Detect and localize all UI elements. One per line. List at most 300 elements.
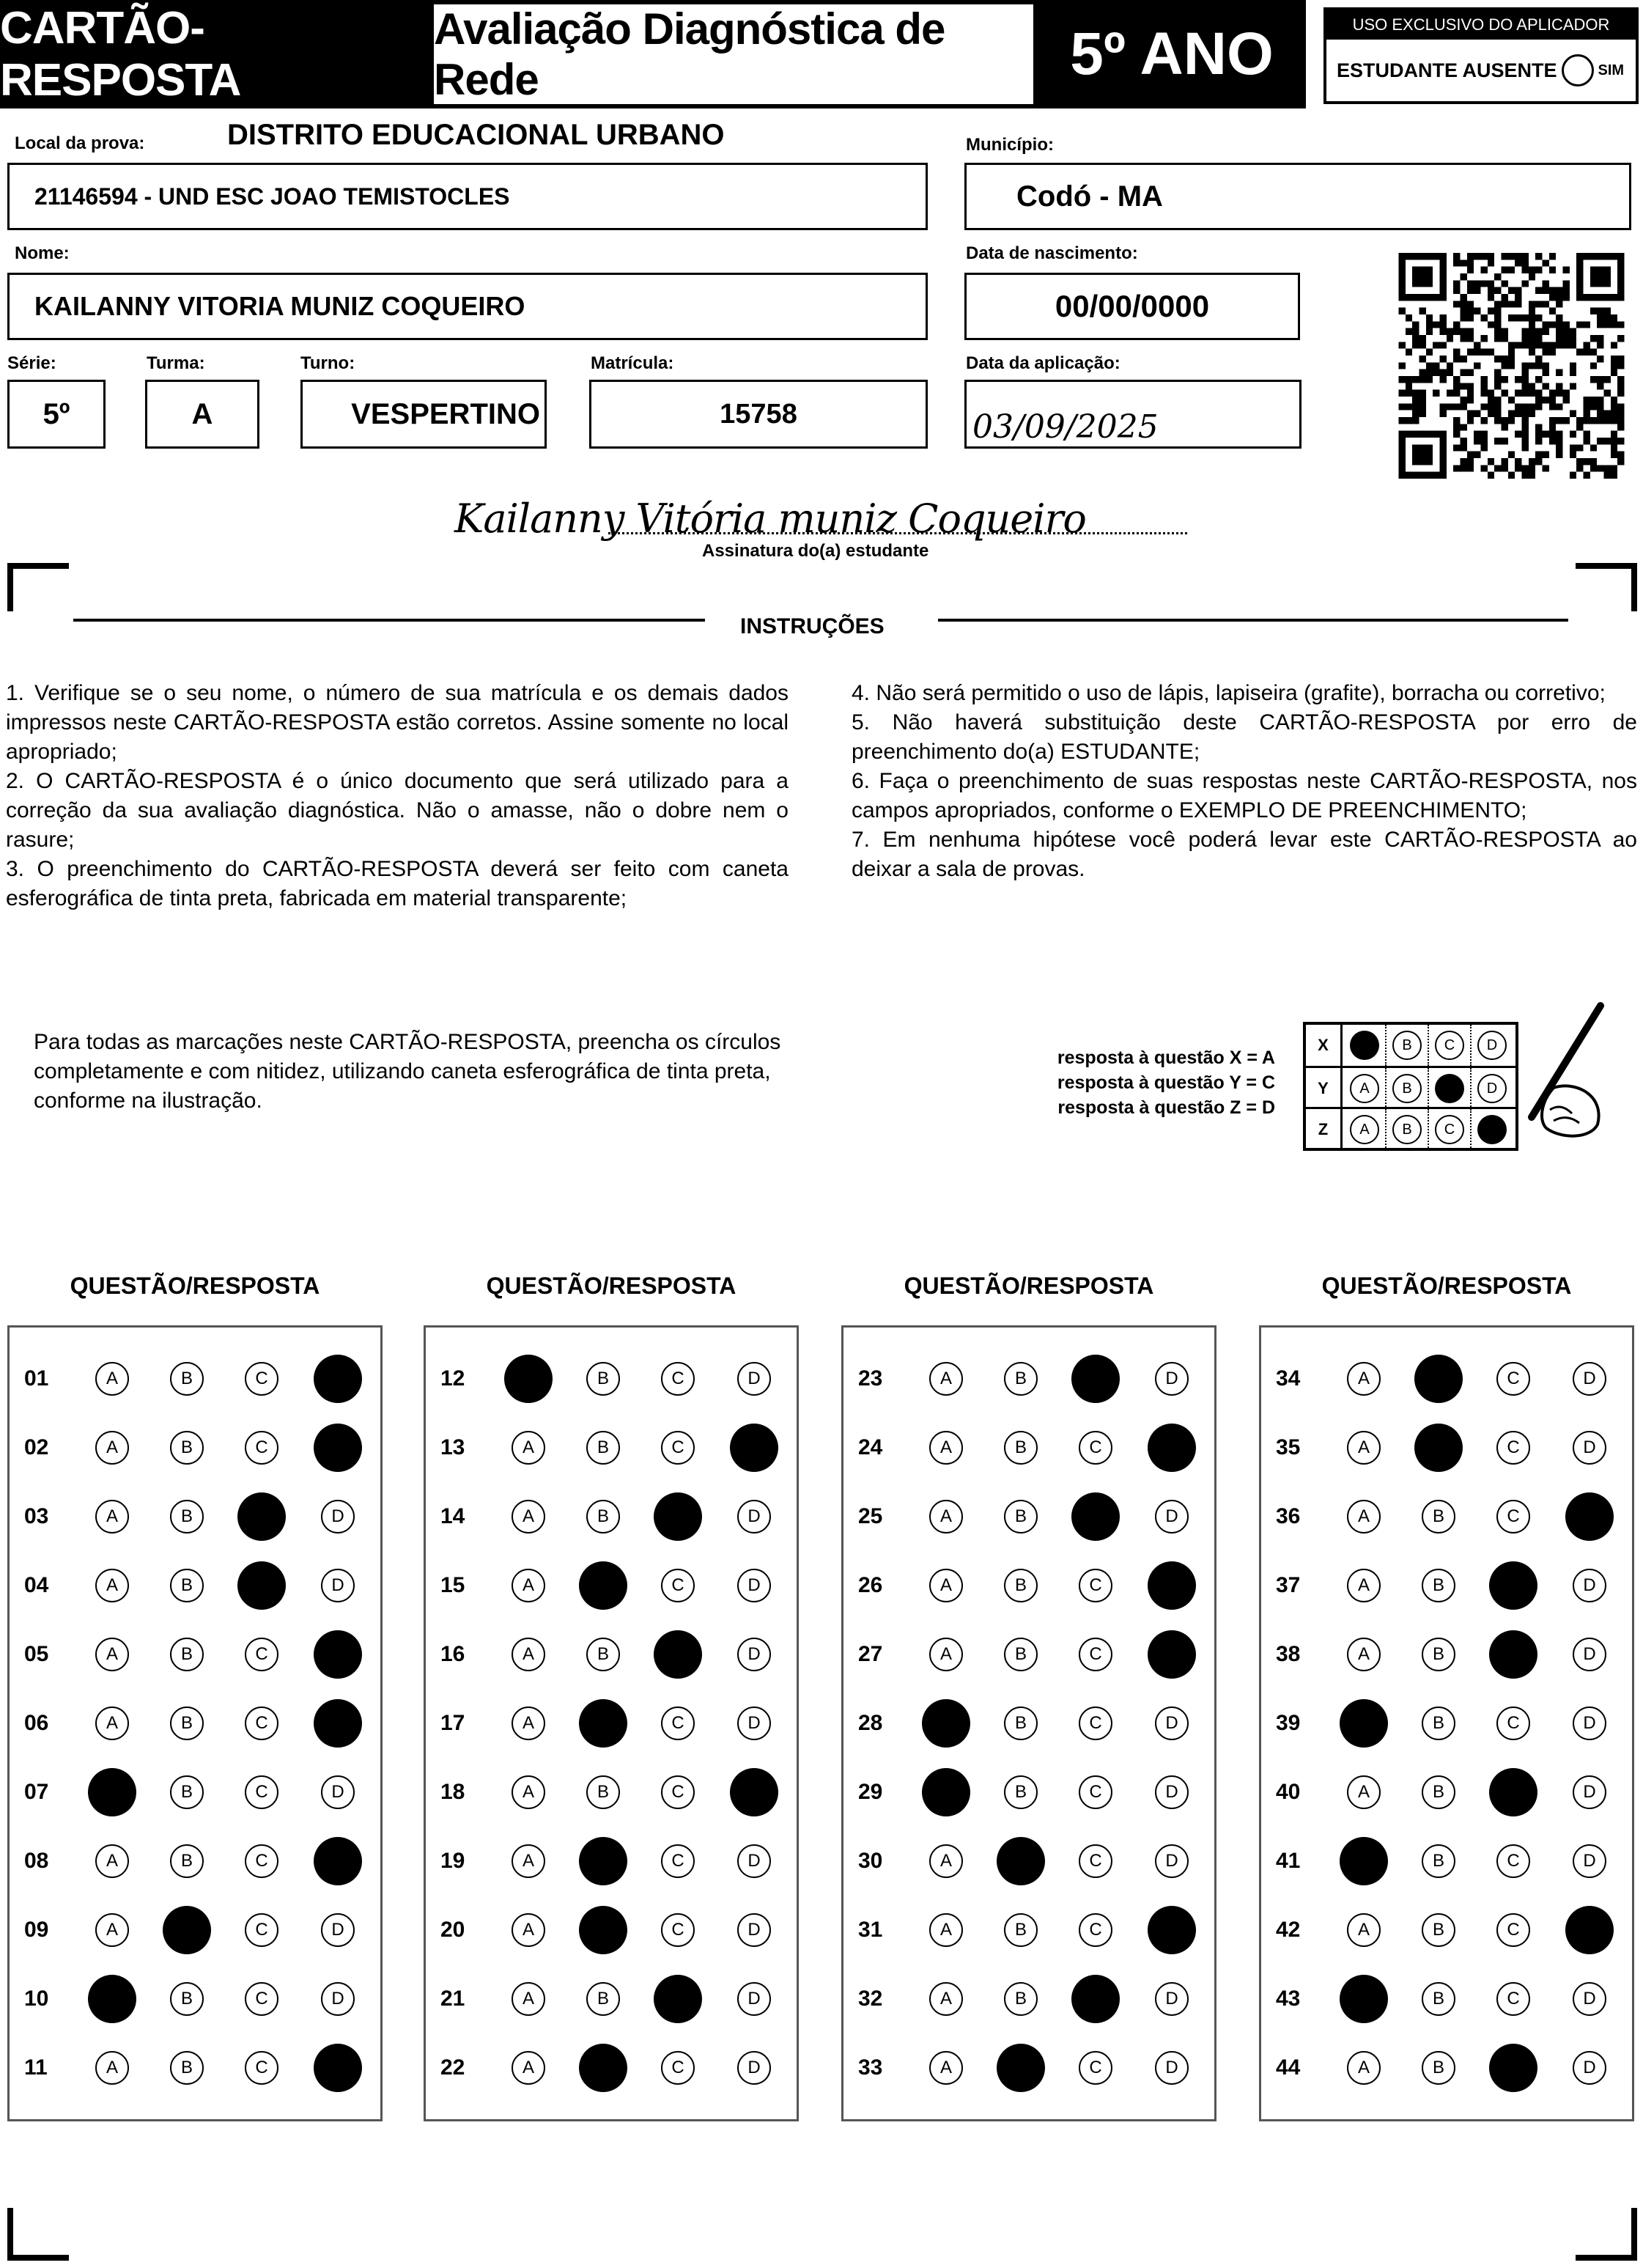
answer-bubble-d[interactable]: D (737, 1569, 771, 1602)
answer-bubble-d[interactable] (730, 1768, 778, 1816)
answer-bubble-d[interactable] (314, 2044, 362, 2092)
answer-bubble-d[interactable]: D (737, 1362, 771, 1396)
answer-row (426, 1973, 797, 2025)
municipio-value: Codó - MA (1016, 180, 1163, 213)
answer-row (843, 1422, 1214, 1473)
instructions-rule-right (938, 619, 1568, 622)
answer-bubble-c[interactable] (654, 1975, 702, 2023)
turma-label: Turma: (147, 353, 205, 373)
answer-bubble-b[interactable]: B (1422, 1500, 1455, 1534)
answer-bubble-b[interactable]: B (170, 1982, 204, 2016)
answer-column (1259, 1325, 1634, 2121)
answer-bubble-b[interactable]: B (1004, 1362, 1038, 1396)
instructions-left (6, 679, 789, 913)
answer-bubble-b[interactable]: B (586, 1362, 620, 1396)
answer-bubble-b[interactable]: B (586, 1982, 620, 2016)
answer-row (843, 1353, 1214, 1404)
answer-bubble-b[interactable] (997, 2044, 1045, 2092)
example-bubble: B (1392, 1031, 1422, 1060)
instruction-item: 3. O preenchimento do CARTÃO-RESPOSTA deverá ser feito com caneta esferográfica de tinta preta, fabricada em material transparente; (6, 857, 789, 910)
answer-bubble-a[interactable]: A (929, 1362, 963, 1396)
answer-row (1261, 1422, 1632, 1473)
answer-bubble-b[interactable]: B (1422, 1982, 1455, 2016)
answer-bubble-b[interactable] (1414, 1355, 1463, 1403)
answer-bubble-b[interactable]: B (1004, 1982, 1038, 2016)
answer-bubble-c[interactable]: C (1496, 1913, 1530, 1947)
question-number: 31 (858, 1918, 883, 1942)
answer-bubble-c[interactable] (1489, 2044, 1537, 2092)
answer-bubble-a[interactable] (88, 1975, 136, 2023)
answer-bubble-b[interactable]: B (586, 1775, 620, 1809)
answer-bubble-a[interactable]: A (929, 1500, 963, 1534)
answer-bubble-b[interactable]: B (170, 1431, 204, 1465)
example-row-label: Y (1306, 1068, 1343, 1109)
answer-bubble-c[interactable]: C (1079, 1913, 1112, 1947)
answer-bubble-a[interactable]: A (512, 1500, 545, 1534)
answer-bubble-a[interactable]: A (1347, 1569, 1381, 1602)
answer-bubble-a[interactable]: A (1347, 1775, 1381, 1809)
answer-bubble-a[interactable]: A (95, 1500, 129, 1534)
instructions-right (852, 679, 1637, 884)
serie-label: Série: (7, 353, 56, 373)
answer-bubble-b[interactable] (163, 1906, 211, 1954)
answer-row (10, 1767, 380, 1818)
question-number: 39 (1276, 1711, 1301, 1735)
answer-bubble-a[interactable] (922, 1768, 970, 1816)
answer-row (10, 1973, 380, 2025)
answer-bubble-b[interactable]: B (1004, 1706, 1038, 1740)
answer-bubble-d[interactable]: D (1155, 2051, 1189, 2085)
answer-bubble-a[interactable]: A (1347, 1638, 1381, 1671)
answer-bubble-c[interactable] (1071, 1355, 1120, 1403)
nascimento-value: 00/00/0000 (1055, 289, 1210, 323)
answer-bubble-b[interactable] (579, 2044, 627, 2092)
answer-bubble-c[interactable] (1071, 1492, 1120, 1541)
answer-bubble-a[interactable]: A (512, 1706, 545, 1740)
local-value: 21146594 - UND ESC JOAO TEMISTOCLES (34, 183, 510, 210)
answer-bubble-b[interactable]: B (170, 1500, 204, 1534)
example-grid (1303, 1022, 1518, 1151)
answer-bubble-d[interactable] (314, 1630, 362, 1679)
answer-bubble-a[interactable] (88, 1768, 136, 1816)
question-number: 25 (858, 1504, 883, 1528)
answer-bubble-a[interactable]: A (512, 1638, 545, 1671)
answer-bubble-a[interactable] (1340, 1975, 1388, 2023)
answer-bubble-b[interactable]: B (170, 1638, 204, 1671)
answer-bubble-c[interactable] (1071, 1975, 1120, 2023)
answer-bubble-b[interactable]: B (170, 1362, 204, 1396)
answer-row (426, 1422, 797, 1473)
answer-bubble-c[interactable]: C (1496, 1431, 1530, 1465)
answer-bubble-b[interactable]: B (170, 2051, 204, 2085)
answer-bubble-c[interactable]: C (1079, 2051, 1112, 2085)
answer-row (10, 1491, 380, 1542)
turma-value: A (191, 397, 213, 430)
answer-row (843, 1629, 1214, 1680)
answer-row (843, 1560, 1214, 1611)
answer-bubble-d[interactable]: D (737, 1982, 771, 2016)
answer-bubble-d[interactable]: D (1573, 1982, 1606, 2016)
example-bubble: B (1392, 1074, 1422, 1103)
answer-bubble-c[interactable]: C (1079, 1844, 1112, 1878)
answer-bubble-b[interactable]: B (1422, 2051, 1455, 2085)
instructions-title: INSTRUÇÕES (740, 614, 885, 638)
answer-bubble-a[interactable]: A (95, 1362, 129, 1396)
example-separator (1470, 1109, 1472, 1150)
example-bubble: A (1350, 1115, 1379, 1144)
answer-bubble-b[interactable]: B (1004, 1775, 1038, 1809)
answer-bubble-d[interactable]: D (321, 1569, 355, 1602)
answer-row (10, 1698, 380, 1749)
answer-bubble-a[interactable]: A (1347, 1913, 1381, 1947)
answer-bubble-b[interactable]: B (1422, 1569, 1455, 1602)
answer-bubble-b[interactable]: B (586, 1431, 620, 1465)
answer-bubble-a[interactable]: A (1347, 2051, 1381, 2085)
answer-row (10, 1904, 380, 1956)
example-legend-item: resposta à questão X = A (1057, 1048, 1275, 1068)
absent-bubble[interactable] (1562, 54, 1594, 86)
answer-bubble-a[interactable]: A (512, 2051, 545, 2085)
answer-row (843, 1973, 1214, 2025)
answer-bubble-d[interactable]: D (321, 1775, 355, 1809)
answer-bubble-a[interactable]: A (512, 1844, 545, 1878)
answer-bubble-a[interactable]: A (95, 1706, 129, 1740)
answer-bubble-a[interactable]: A (929, 1844, 963, 1878)
municipio-field (964, 163, 1631, 230)
answer-bubble-c[interactable]: C (661, 1844, 695, 1878)
answer-row (426, 1629, 797, 1680)
answer-bubble-d[interactable]: D (737, 1638, 771, 1671)
answer-bubble-d[interactable]: D (321, 1982, 355, 2016)
answer-bubble-c[interactable]: C (1079, 1638, 1112, 1671)
absent-field (1337, 54, 1624, 86)
signature: Kailanny Vitória muniz Coqueiro (454, 496, 1086, 542)
answer-row (10, 2042, 380, 2094)
turno-label: Turno: (300, 353, 355, 373)
answer-bubble-d[interactable]: D (1573, 1569, 1606, 1602)
answer-bubble-c[interactable]: C (1496, 1362, 1530, 1396)
example-bubble: D (1477, 1031, 1507, 1060)
answer-bubble-a[interactable]: A (512, 1913, 545, 1947)
answer-bubble-d[interactable] (730, 1424, 778, 1472)
column-title: QUESTÃO/RESPOSTA (904, 1273, 1154, 1299)
answer-bubble-c[interactable] (1489, 1768, 1537, 1816)
answer-bubble-b[interactable] (579, 1561, 627, 1610)
answer-bubble-a[interactable]: A (929, 1431, 963, 1465)
question-number: 24 (858, 1435, 883, 1459)
answer-bubble-a[interactable]: A (1347, 1500, 1381, 1534)
answer-bubble-a[interactable]: A (95, 1844, 129, 1878)
question-number: 13 (440, 1435, 465, 1459)
answer-bubble-b[interactable]: B (1004, 1431, 1038, 1465)
question-number: 32 (858, 1987, 883, 2011)
answer-bubble-d[interactable] (1148, 1906, 1196, 1954)
question-number: 15 (440, 1573, 465, 1597)
answer-bubble-d[interactable] (1148, 1424, 1196, 1472)
answer-bubble-c[interactable]: C (661, 1569, 695, 1602)
nome-value: KAILANNY VITORIA MUNIZ COQUEIRO (34, 291, 525, 321)
local-field (7, 163, 928, 230)
answer-row (426, 1560, 797, 1611)
answer-bubble-b[interactable]: B (586, 1500, 620, 1534)
instructions-rule-left (73, 619, 705, 622)
example-separator (1428, 1025, 1429, 1066)
answer-bubble-c[interactable]: C (661, 1431, 695, 1465)
question-number: 20 (440, 1918, 465, 1942)
question-number: 06 (24, 1711, 49, 1735)
answer-bubble-b[interactable]: B (1422, 1638, 1455, 1671)
answer-row (843, 1836, 1214, 1887)
answer-bubble-a[interactable]: A (512, 1431, 545, 1465)
answer-row (843, 1904, 1214, 1956)
answer-bubble-a[interactable]: A (929, 2051, 963, 2085)
answer-bubble-c[interactable]: C (1496, 1844, 1530, 1878)
answer-bubble-d[interactable]: D (1573, 1775, 1606, 1809)
answer-bubble-d[interactable] (1148, 1561, 1196, 1610)
answer-bubble-b[interactable] (579, 1906, 627, 1954)
answer-bubble-c[interactable]: C (661, 1913, 695, 1947)
answer-bubble-c[interactable]: C (245, 1638, 278, 1671)
answer-row (10, 1422, 380, 1473)
question-number: 09 (24, 1918, 49, 1942)
answer-row (426, 1767, 797, 1818)
answer-bubble-d[interactable]: D (321, 1913, 355, 1947)
answer-bubble-a[interactable]: A (95, 1569, 129, 1602)
example-instruction: Para todas as marcações neste CARTÃO-RESPOSTA, preencha os círculos completamente e com nitidez, utilizando caneta esferográfica de tinta preta, conforme na ilustração. (34, 1030, 781, 1113)
answer-row (1261, 1767, 1632, 1818)
answer-bubble-c[interactable]: C (1079, 1431, 1112, 1465)
answer-bubble-c[interactable]: C (245, 1431, 278, 1465)
answer-bubble-b[interactable]: B (1422, 1706, 1455, 1740)
answer-bubble-d[interactable]: D (1573, 1362, 1606, 1396)
question-number: 34 (1276, 1366, 1301, 1391)
answer-bubble-a[interactable] (1340, 1699, 1388, 1748)
absent-option: SIM (1598, 62, 1625, 78)
answer-bubble-b[interactable]: B (170, 1775, 204, 1809)
answer-bubble-c[interactable]: C (661, 1362, 695, 1396)
answer-bubble-c[interactable]: C (1079, 1775, 1112, 1809)
answer-bubble-d[interactable] (314, 1699, 362, 1748)
question-number: 18 (440, 1780, 465, 1804)
answer-row (1261, 1629, 1632, 1680)
answer-bubble-a[interactable] (504, 1355, 553, 1403)
answer-bubble-a[interactable]: A (95, 1638, 129, 1671)
question-number: 40 (1276, 1780, 1301, 1804)
answer-bubble-a[interactable]: A (95, 1913, 129, 1947)
answer-bubble-b[interactable] (579, 1837, 627, 1885)
instruction-item: 5. Não haverá substituição deste CARTÃO-RESPOSTA por erro de preenchimento do(a) ESTUDANTE; (852, 710, 1637, 764)
corner-mark-bottom-right (1576, 2208, 1637, 2261)
matricula-value: 15758 (720, 398, 797, 430)
answer-bubble-c[interactable]: C (245, 1775, 278, 1809)
answer-bubble-d[interactable]: D (737, 2051, 771, 2085)
answer-bubble-a[interactable] (1340, 1837, 1388, 1885)
answer-bubble-d[interactable]: D (1155, 1982, 1189, 2016)
answer-bubble-c[interactable] (1489, 1630, 1537, 1679)
answer-bubble-c[interactable]: C (245, 2051, 278, 2085)
answer-bubble-a[interactable] (922, 1699, 970, 1748)
answer-bubble-d[interactable]: D (1155, 1500, 1189, 1534)
answer-bubble-a[interactable]: A (929, 1569, 963, 1602)
answer-bubble-b[interactable]: B (170, 1569, 204, 1602)
answer-row (843, 2042, 1214, 2094)
answer-bubble-d[interactable]: D (1155, 1844, 1189, 1878)
answer-bubble-d[interactable]: D (1573, 1431, 1606, 1465)
answer-row (843, 1767, 1214, 1818)
answer-bubble-d[interactable] (314, 1424, 362, 1472)
aplicacao-label: Data da aplicação: (966, 353, 1120, 373)
answer-bubble-d[interactable]: D (737, 1706, 771, 1740)
answer-bubble-d[interactable]: D (1155, 1362, 1189, 1396)
answer-row (1261, 1491, 1632, 1542)
serie-field (7, 380, 106, 449)
answer-bubble-c[interactable]: C (661, 2051, 695, 2085)
answer-bubble-c[interactable]: C (661, 1706, 695, 1740)
answer-row (1261, 1560, 1632, 1611)
answer-bubble-a[interactable]: A (929, 1982, 963, 2016)
answer-bubble-c[interactable] (237, 1492, 286, 1541)
example-legend-item: resposta à questão Z = D (1057, 1097, 1275, 1118)
answer-bubble-b[interactable]: B (1422, 1775, 1455, 1809)
example-bubble: B (1392, 1115, 1422, 1144)
instruction-item: 2. O CARTÃO-RESPOSTA é o único documento que será utilizado para a correção da sua avaliação diagnóstica. Não o amasse, não o dobre nem o rasure; (6, 769, 789, 852)
answer-bubble-c[interactable]: C (1496, 1706, 1530, 1740)
question-number: 29 (858, 1780, 883, 1804)
example-separator (1385, 1068, 1387, 1109)
question-number: 02 (24, 1435, 49, 1459)
question-number: 01 (24, 1366, 49, 1391)
question-number: 30 (858, 1849, 883, 1873)
answer-bubble-c[interactable]: C (245, 1362, 278, 1396)
answer-row (426, 1353, 797, 1404)
answer-bubble-c[interactable] (654, 1630, 702, 1679)
question-number: 07 (24, 1780, 49, 1804)
answer-bubble-d[interactable] (314, 1355, 362, 1403)
question-number: 37 (1276, 1573, 1301, 1597)
answer-bubble-b[interactable] (579, 1699, 627, 1748)
instruction-item: 6. Faça o preenchimento de suas respostas neste CARTÃO-RESPOSTA, nos campos apropriados, conforme o EXEMPLO DE PREENCHIMENTO; (852, 769, 1637, 822)
question-number: 17 (440, 1711, 465, 1735)
answer-bubble-b[interactable]: B (1004, 1913, 1038, 1947)
answer-bubble-a[interactable]: A (95, 2051, 129, 2085)
answer-bubble-c[interactable]: C (1496, 1982, 1530, 2016)
answer-bubble-d[interactable]: D (1155, 1706, 1189, 1740)
answer-bubble-b[interactable]: B (1004, 1500, 1038, 1534)
answer-bubble-c[interactable]: C (661, 1775, 695, 1809)
answer-bubble-b[interactable]: B (1422, 1913, 1455, 1947)
answer-bubble-a[interactable]: A (929, 1913, 963, 1947)
answer-bubble-d[interactable]: D (737, 1844, 771, 1878)
answer-bubble-d[interactable]: D (1573, 1638, 1606, 1671)
answer-bubble-d[interactable]: D (737, 1913, 771, 1947)
nome-label: Nome: (15, 243, 70, 263)
example-legend (1011, 1045, 1275, 1120)
answer-bubble-c[interactable] (654, 1492, 702, 1541)
question-number: 27 (858, 1642, 883, 1666)
answer-bubble-b[interactable] (1414, 1424, 1463, 1472)
answer-bubble-a[interactable]: A (1347, 1431, 1381, 1465)
answer-bubble-b[interactable]: B (1422, 1844, 1455, 1878)
serie-value: 5º (43, 397, 70, 430)
answer-bubble-d[interactable] (314, 1837, 362, 1885)
answer-bubble-b[interactable]: B (586, 1638, 620, 1671)
answer-bubble-c[interactable]: C (245, 1913, 278, 1947)
answer-bubble-d[interactable] (1565, 1492, 1614, 1541)
municipio-label: Município: (966, 135, 1054, 155)
question-number: 43 (1276, 1987, 1301, 2011)
question-number: 16 (440, 1642, 465, 1666)
example-bubble: C (1435, 1115, 1464, 1144)
nascimento-field (964, 273, 1300, 340)
answer-bubble-d[interactable] (1565, 1906, 1614, 1954)
answer-bubble-d[interactable]: D (737, 1500, 771, 1534)
absent-label: ESTUDANTE AUSENTE (1337, 59, 1557, 81)
question-number: 04 (24, 1573, 49, 1597)
instruction-item: 7. Em nenhuma hipótese você poderá levar este CARTÃO-RESPOSTA ao deixar a sala de provas. (852, 828, 1637, 881)
answer-bubble-a[interactable]: A (929, 1638, 963, 1671)
corner-mark-top-left (7, 563, 69, 611)
answer-bubble-c[interactable]: C (245, 1844, 278, 1878)
answer-row (1261, 1904, 1632, 1956)
answer-bubble-a[interactable]: A (512, 1569, 545, 1602)
answer-row (426, 1491, 797, 1542)
card-title: CARTÃO-RESPOSTA (0, 0, 429, 108)
answer-bubble-c[interactable] (1489, 1561, 1537, 1610)
answer-bubble-b[interactable]: B (1004, 1638, 1038, 1671)
answer-bubble-c[interactable]: C (245, 1706, 278, 1740)
answer-bubble-c[interactable] (237, 1561, 286, 1610)
answer-bubble-b[interactable] (997, 1837, 1045, 1885)
answer-row (426, 1904, 797, 1956)
answer-bubble-c[interactable]: C (1496, 1500, 1530, 1534)
answer-bubble-d[interactable] (1148, 1630, 1196, 1679)
question-number: 44 (1276, 2055, 1301, 2080)
answer-bubble-d[interactable]: D (1155, 1775, 1189, 1809)
answer-bubble-d[interactable]: D (1573, 1844, 1606, 1878)
answer-bubble-d[interactable]: D (321, 1500, 355, 1534)
question-number: 36 (1276, 1504, 1301, 1528)
answer-bubble-a[interactable]: A (512, 1775, 545, 1809)
example-row-label: X (1306, 1025, 1343, 1066)
question-number: 33 (858, 2055, 883, 2080)
answer-bubble-b[interactable]: B (170, 1844, 204, 1878)
answer-row (426, 2042, 797, 2094)
question-number: 08 (24, 1849, 49, 1873)
example-bubble: A (1350, 1074, 1379, 1103)
question-number: 28 (858, 1711, 883, 1735)
answer-bubble-c[interactable]: C (1079, 1706, 1112, 1740)
answer-bubble-a[interactable]: A (95, 1431, 129, 1465)
answer-bubble-d[interactable]: D (1573, 2051, 1606, 2085)
answer-bubble-b[interactable]: B (170, 1706, 204, 1740)
answer-bubble-a[interactable]: A (512, 1982, 545, 2016)
answer-row (1261, 1836, 1632, 1887)
answer-row (1261, 1698, 1632, 1749)
answer-bubble-a[interactable]: A (1347, 1362, 1381, 1396)
answer-bubble-b[interactable]: B (1004, 1569, 1038, 1602)
answer-row (843, 1698, 1214, 1749)
example-separator (1470, 1068, 1472, 1109)
answer-bubble-c[interactable]: C (1079, 1569, 1112, 1602)
question-number: 10 (24, 1987, 49, 2011)
aplicacao-field (964, 380, 1302, 449)
district-name: DISTRITO EDUCACIONAL URBANO (227, 119, 725, 151)
question-number: 26 (858, 1573, 883, 1597)
answer-bubble-d[interactable]: D (1573, 1706, 1606, 1740)
answer-bubble-c[interactable]: C (245, 1982, 278, 2016)
nascimento-label: Data de nascimento: (966, 243, 1138, 263)
answer-column (7, 1325, 383, 2121)
